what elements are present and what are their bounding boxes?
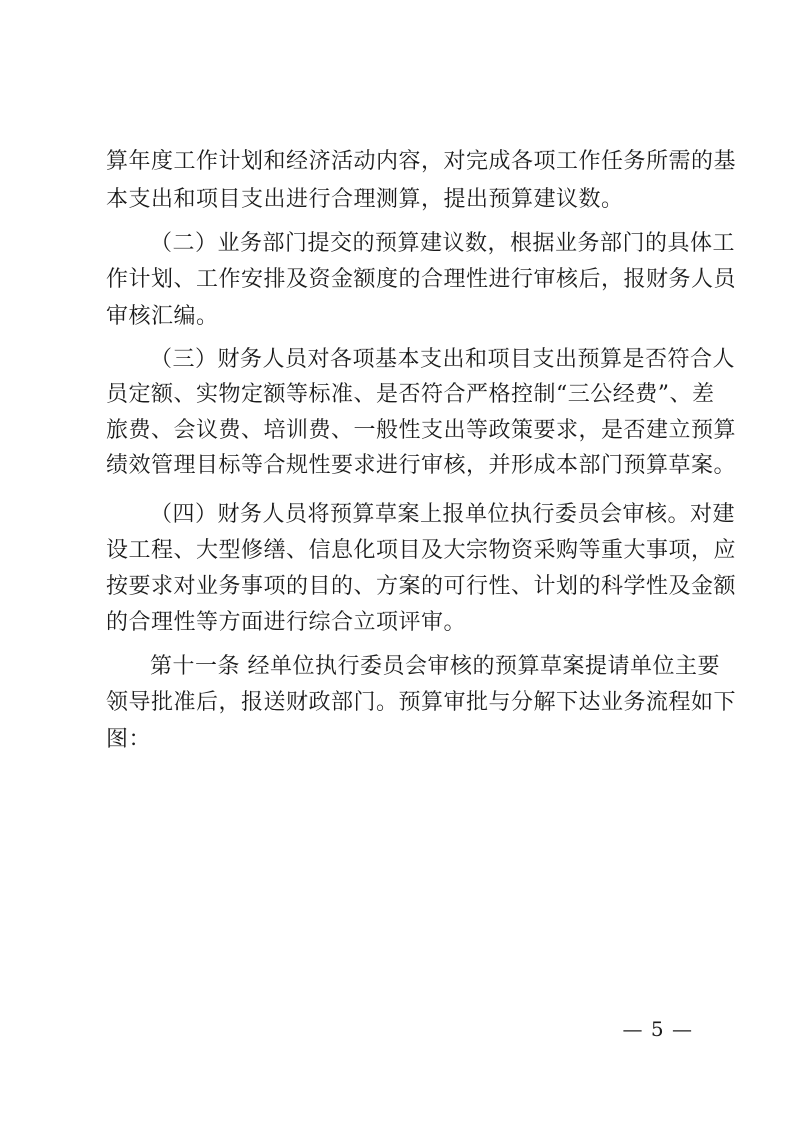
paragraph-line: 旅费、会议费、培训费、一般性支出等政策要求，是否建立预算	[106, 418, 737, 443]
paragraph-line: 绩效管理目标等合规性要求进行审核，并形成本部门预算草案。	[106, 453, 737, 478]
paragraph-line: （二）业务部门提交的预算建议数，根据业务部门的具体工	[150, 231, 736, 256]
paragraph-line: 的合理性等方面进行综合立项评审。	[106, 610, 467, 635]
paragraph-line: 算年度工作计划和经济活动内容，对完成各项工作任务所需的基	[106, 149, 737, 174]
paragraph-line: 图：	[106, 727, 152, 752]
paragraph-line: （四）财务人员将预算草案上报单位执行委员会审核。对建	[150, 502, 736, 527]
paragraph-line: 第十一条 经单位执行委员会审核的预算草案提请单位主要	[150, 654, 720, 679]
paragraph-line: 作计划、工作安排及资金额度的合理性进行审核后，报财务人员	[106, 267, 737, 292]
paragraph-line: 按要求对业务事项的目的、方案的可行性、计划的科学性及金额	[106, 574, 737, 599]
paragraph-line: 设工程、大型修缮、信息化项目及大宗物资采购等重大事项，应	[106, 538, 737, 563]
paragraph-line: 员定额、实物定额等标准、是否符合严格控制“三公经费”、差	[106, 382, 715, 407]
paragraph-line: 本支出和项目支出进行合理测算，提出预算建议数。	[106, 187, 624, 212]
page-number: — 5 —	[622, 1017, 693, 1041]
paragraph-line: （三）财务人员对各项基本支出和项目支出预算是否符合人	[150, 347, 736, 372]
paragraph-line: 领导批准后，报送财政部门。预算审批与分解下达业务流程如下	[106, 690, 737, 715]
paragraph-line: 审核汇编。	[106, 304, 219, 329]
